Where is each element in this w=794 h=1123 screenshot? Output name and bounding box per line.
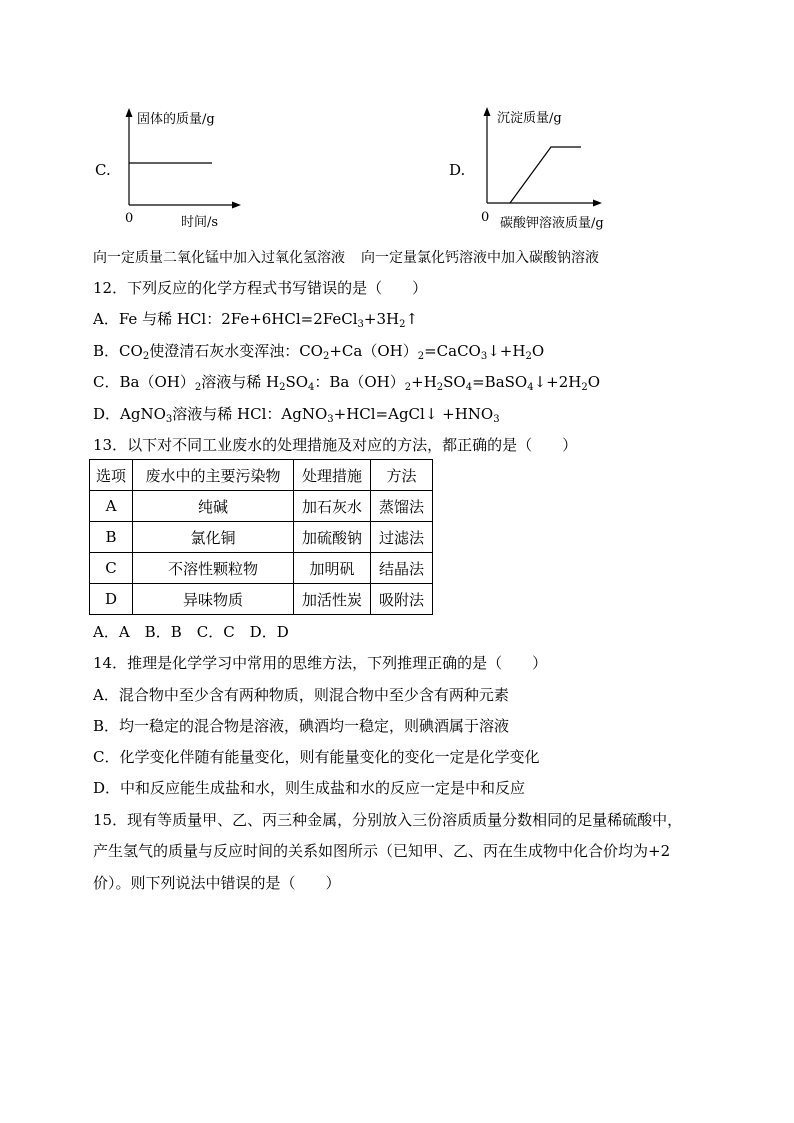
q12-stem: 12．下列反应的化学方程式书写错误的是（ ） <box>93 279 428 297</box>
q15-stem-line1: 15．现有等质量甲、乙、丙三种金属，分别放入三份溶质质量分数相同的足量稀硫酸中， <box>93 811 683 829</box>
graph-d-x-label: 碳酸钾溶液质量/g <box>500 216 604 231</box>
table-cell: 加活性炭 <box>294 584 371 615</box>
q12-option-b: B．$CO_2$使澄清石灰水变浑浊：$CO_2+Ca(OH)_2=CaCO_3↓+H_2O$ <box>93 342 545 362</box>
table-cell: 结晶法 <box>371 553 433 584</box>
q15-stem-line2: 产生氢气的质量与反应时间的关系如图所示（已知甲、乙、丙在生成物中化合价均为+2 <box>93 842 671 860</box>
table-row <box>90 491 433 522</box>
q13-stem: 13．以下对不同工业废水的处理措施及对应的方法，都正确的是（ ） <box>93 436 578 454</box>
table-cell: B <box>90 522 133 553</box>
table-cell: 蒸馏法 <box>371 491 433 522</box>
graph-d-caption: 向一定量氯化钙溶液中加入碳酸钠溶液 <box>361 250 599 266</box>
graph-c-origin: 0 <box>125 211 134 226</box>
graph-d-origin: 0 <box>481 210 490 225</box>
q13-answer-options: A．A B．B C．C D．D <box>93 623 289 641</box>
graph-c-y-label: 固体的质量/g <box>137 112 215 127</box>
table-header-cell: 处理措施 <box>294 460 371 491</box>
table-row <box>90 553 433 584</box>
table-row <box>90 584 433 615</box>
table-row <box>90 522 433 553</box>
q14-option-a: A．混合物中至少含有两种物质，则混合物中至少含有两种元素 <box>93 686 509 704</box>
table-cell: 吸附法 <box>371 584 433 615</box>
q14-stem: 14．推理是化学学习中常用的思维方法，下列推理正确的是（ ） <box>93 654 548 672</box>
q15-stem-line3: 价）。则下列说法中错误的是（ ） <box>93 874 341 892</box>
graph-d-y-label: 沉淀质量/g <box>497 111 562 126</box>
q14-option-d: D．中和反应能生成盐和水，则生成盐和水的反应一定是中和反应 <box>93 779 526 797</box>
table-cell: 加明矾 <box>294 553 371 584</box>
table-cell: A <box>90 491 133 522</box>
graph-d-axes <box>0 0 794 240</box>
table-cell: 过滤法 <box>371 522 433 553</box>
table-cell: 异味物质 <box>133 584 294 615</box>
option-d-label: D. <box>449 161 466 179</box>
table-cell: 纯碱 <box>133 491 294 522</box>
table-cell: D <box>90 584 133 615</box>
table-cell: 氯化铜 <box>133 522 294 553</box>
q12-option-a: A．Fe 与稀 HCl：$2Fe+6HCl=2FeCl_3+3H_2↑$ <box>93 310 419 330</box>
graph-c-caption: 向一定质量二氧化锰中加入过氧化氢溶液 <box>93 250 345 266</box>
table-cell: 加硫酸钠 <box>294 522 371 553</box>
table-header-cell: 选项 <box>90 460 133 491</box>
q12-option-c: C．$Ba(OH)_2$溶液与稀 $H_2SO_4$：$Ba(OH)_2+H_2SO_4=BaSO_4↓+2H_2O$ <box>93 373 601 393</box>
table-cell: 不溶性颗粒物 <box>133 553 294 584</box>
option-c-label: C. <box>95 161 111 179</box>
graph-c-x-label: 时间/s <box>181 215 219 230</box>
table-header-cell: 废水中的主要污染物 <box>133 460 294 491</box>
q14-option-b: B．均一稳定的混合物是溶液，碘酒均一稳定，则碘酒属于溶液 <box>93 717 510 735</box>
q12-option-d: D．AgNO$_3$溶液与稀 HCl：AgNO$_3$+HCl=AgCl↓ $+HNO_3$ <box>93 405 500 425</box>
q13-table <box>89 459 433 615</box>
q14-option-c: C．化学变化伴随有能量变化，则有能量变化的变化一定是化学变化 <box>93 748 540 766</box>
table-cell: 加石灰水 <box>294 491 371 522</box>
table-cell: C <box>90 553 133 584</box>
graph-d-data-line <box>510 147 581 203</box>
table-header-cell: 方法 <box>371 460 433 491</box>
table-header-row <box>90 460 433 491</box>
